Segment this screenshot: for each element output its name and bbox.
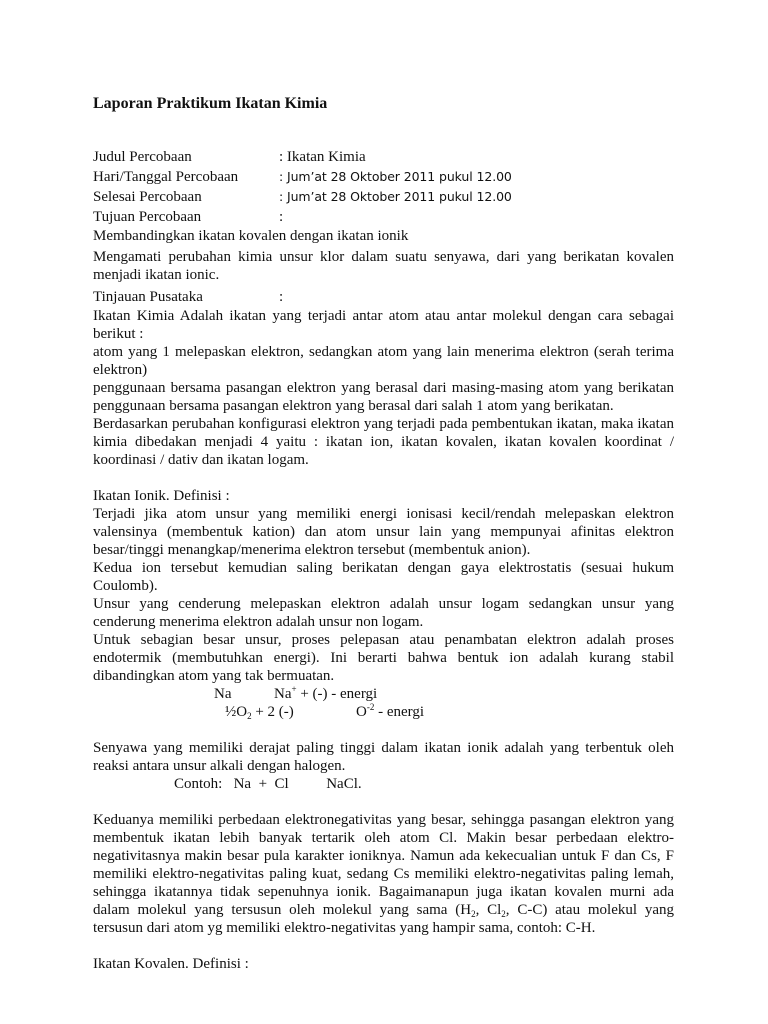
meta-row-tanggal xyxy=(93,167,674,187)
eq1-right-base: Na xyxy=(274,686,292,702)
meta-row-judul xyxy=(93,147,674,167)
h2-subscript: 2 xyxy=(471,909,476,919)
tinjauan-paragraph: Ikatan Kimia Adalah ikatan yang terjadi antar atom atau antar molekul dengan cara sebagai berikut : xyxy=(93,308,674,342)
kovalen-heading: Ikatan Kovalen. Definisi : xyxy=(93,956,249,972)
meta-value: : xyxy=(279,209,284,225)
tinjauan-paragraph: Berdasarkan perubahan konfigurasi elektron yang terjadi pada pembentukan ikatan, maka ikatan kimia dibedakan menjadi 4 yaitu : ikatan ion, ikatan kovalen, ikatan kovalen koordinat / koordinasi / dativ dan ikatan logam. xyxy=(93,416,674,468)
keduanya-text-c: , C-C) atau molekul yang tersusun dari atom yg memiliki elektro-negativitas yang hampir sama, contoh: C-H. xyxy=(93,902,674,936)
ionik-paragraph: Untuk sebagian besar unsur, proses pelepasan atau penambatan elektron adalah proses endotermik (membutuhkan energi). Ini berarti bahwa bentuk ion adalah kurang stabil dibandingkan atom yang tak bermuatan. xyxy=(93,632,674,684)
eq2-left-sub: 2 xyxy=(247,711,252,721)
tujuan-item: Mengamati perubahan kimia unsur klor dalam suatu senyawa, dari yang berikatan kovalen menjadi ikatan ionic. xyxy=(93,249,674,283)
meta-row-selesai xyxy=(93,187,674,207)
meta-value: : Ikatan Kimia xyxy=(279,149,366,165)
eq2-right-base: O xyxy=(356,704,367,720)
senyawa-paragraph: Senyawa yang memiliki derajat paling tinggi dalam ikatan ionik adalah yang terbentuk oleh reaksi antara unsur alkali dengan halogen. xyxy=(93,740,674,774)
tinjauan-paragraph: atom yang 1 melepaskan elektron, sedangkan atom yang lain menerima elektron (serah terima elektron) xyxy=(93,344,674,378)
ionik-heading: Ikatan Ionik. Definisi : xyxy=(93,488,230,504)
keduanya-text-a: Keduanya memiliki perbedaan elektronegativitas yang besar, sehingga pasangan elektron yang membentuk ikatan lebih banyak tertarik oleh atom Cl. Makin besar perbedaan elektro-negativitasnya makin besar pula karakter ioniknya. Namun ada kekecualian untuk F dan Cs, F memiliki elektro-negativitas paling kuat, sedang Cs memiliki elektro-negativitas paling lemah, sehingga ikatannya tidak sepenuhnya ionik. Bagaimanapun juga ikatan kovalen murni ada dalam molekul yang tersusun oleh molekul yang sama (H xyxy=(93,812,674,918)
keduanya-text-b: , Cl xyxy=(475,902,502,918)
eq2-right-rest: - energi xyxy=(374,704,425,720)
ionik-paragraph: Unsur yang cenderung melepaskan elektron adalah unsur logam sedangkan unsur yang cenderung menerima elektron adalah unsur non logam. xyxy=(93,596,674,630)
document-title: Laporan Praktikum Ikatan Kimia xyxy=(93,95,328,112)
ionik-paragraph: Kedua ion tersebut kemudian saling berikatan dengan gaya elektrostatis (sesuai hukum Coulomb). xyxy=(93,560,674,594)
eq1-right-rest: + (-) - energi xyxy=(296,686,378,702)
eq1-right-sup: + xyxy=(291,684,297,694)
eq2-left xyxy=(225,703,294,721)
tinjauan-row xyxy=(93,287,674,307)
tinjauan-label: Tinjauan Pusataka xyxy=(93,289,203,305)
eq2-right-sup: -2 xyxy=(366,702,375,712)
tinjauan-paragraph: penggunaan bersama pasangan elektron yang berasal dari masing-masing atom yang berikatan penggunaan bersama pasangan elektron yang berasal dari salah 1 atom yang berikatan. xyxy=(93,380,674,414)
ionik-paragraph: Terjadi jika atom unsur yang memiliki energi ionisasi kecil/rendah melepaskan elektron valensinya (membentuk kation) dan atom unsur lain yang mempunyai afinitas elektron besar/tinggi menangkap/menerima elektron tersebut (membentuk anion). xyxy=(93,506,674,558)
eq2-left-a: ½O xyxy=(225,704,248,720)
eq2-left-b: + 2 (-) xyxy=(251,704,294,720)
contoh-reaction: Contoh: Na + Cl NaCl. xyxy=(174,776,362,792)
meta-value: : Jum’at 28 Oktober 2011 pukul 12.00 xyxy=(279,169,512,184)
tujuan-item: Membandingkan ikatan kovalen dengan ikatan ionik xyxy=(93,228,409,244)
meta-label: Hari/Tanggal Percobaan xyxy=(93,169,239,185)
eq1-left: Na xyxy=(214,686,232,702)
keduanya-paragraph xyxy=(93,811,674,937)
reaction-equations xyxy=(93,685,674,721)
meta-label: Tujuan Percobaan xyxy=(93,209,202,225)
meta-row-tujuan xyxy=(93,207,674,227)
tinjauan-colon: : xyxy=(279,289,284,305)
document-body xyxy=(93,94,674,973)
meta-label: Selesai Percobaan xyxy=(93,189,202,205)
eq1-right xyxy=(274,685,377,703)
meta-value: : Jum’at 28 Oktober 2011 pukul 12.00 xyxy=(279,189,512,204)
cl2-subscript: 2 xyxy=(501,909,506,919)
meta-label: Judul Percobaan xyxy=(93,149,192,165)
eq2-right xyxy=(356,703,424,721)
